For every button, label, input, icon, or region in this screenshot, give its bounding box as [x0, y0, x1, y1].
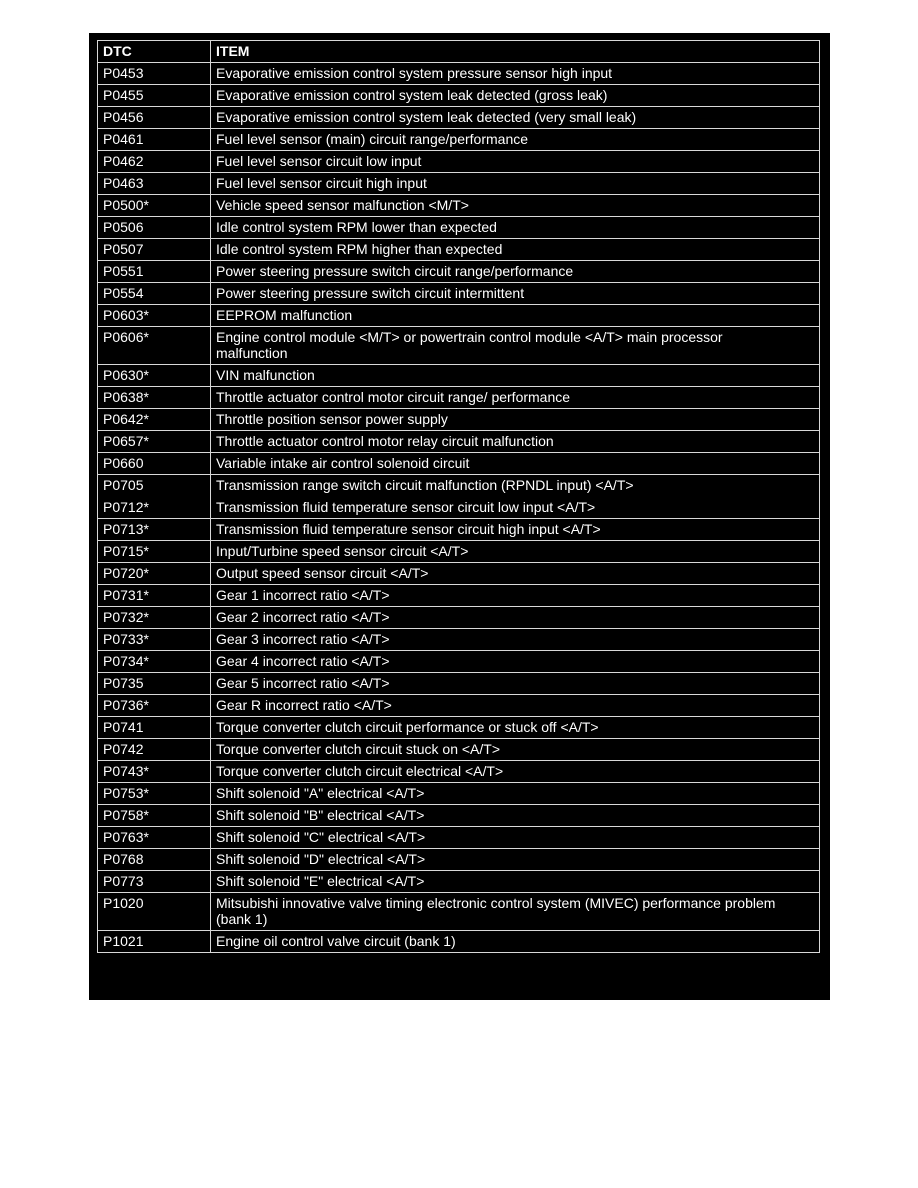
dtc-item-cell [211, 871, 820, 893]
dtc-item-cell [211, 261, 820, 283]
dtc-code: P0606* [103, 329, 149, 345]
table-row [98, 63, 820, 85]
dtc-code-cell [98, 129, 211, 151]
dtc-code-cell [98, 365, 211, 387]
dtc-code: P0507 [103, 241, 144, 257]
dtc-code: P0461 [103, 131, 144, 147]
dtc-item-cell [211, 673, 820, 695]
dtc-code-cell [98, 327, 211, 365]
table-row [98, 151, 820, 173]
dtc-code-cell [98, 629, 211, 651]
table-row [98, 673, 820, 695]
dtc-code: P0743* [103, 763, 149, 779]
dtc-code-cell [98, 827, 211, 849]
dtc-code: P0463 [103, 175, 144, 191]
table-row [98, 85, 820, 107]
dtc-item-cell [211, 805, 820, 827]
dtc-item-cell [211, 327, 820, 365]
dtc-description: Input/Turbine speed sensor circuit <A/T> [216, 543, 469, 559]
dtc-description: Throttle position sensor power supply [216, 411, 448, 427]
dtc-description: Idle control system RPM lower than expected [216, 219, 497, 235]
dtc-code-cell [98, 585, 211, 607]
dtc-description: Output speed sensor circuit <A/T> [216, 565, 429, 581]
dtc-code: P0705 [103, 477, 144, 493]
dtc-code-cell [98, 387, 211, 409]
dtc-description: Vehicle speed sensor malfunction <M/T> [216, 197, 469, 213]
dtc-item-cell [211, 387, 820, 409]
dtc-code-cell [98, 695, 211, 717]
table-row [98, 871, 820, 893]
dtc-description: Variable intake air control solenoid circuit [216, 455, 470, 471]
dtc-description: Gear 2 incorrect ratio <A/T> [216, 609, 390, 625]
header-dtc: DTC [98, 41, 211, 63]
dtc-code-cell [98, 717, 211, 739]
dtc-code: P0506 [103, 219, 144, 235]
dtc-code: P0638* [103, 389, 149, 405]
dtc-description: Shift solenoid "E" electrical <A/T> [216, 873, 425, 889]
dtc-item-cell [211, 195, 820, 217]
dtc-code-cell [98, 453, 211, 475]
dtc-item-cell [211, 173, 820, 195]
table-row [98, 129, 820, 151]
dtc-code-cell [98, 651, 211, 673]
dtc-description: Throttle actuator control motor relay circuit malfunction [216, 433, 554, 449]
dtc-item-cell [211, 651, 820, 673]
dtc-code: P0736* [103, 697, 149, 713]
dtc-code: P0554 [103, 285, 144, 301]
dtc-item-cell [211, 783, 820, 805]
table-row [98, 827, 820, 849]
dtc-code: P0642* [103, 411, 149, 427]
dtc-description: Transmission fluid temperature sensor circuit high input <A/T> [216, 521, 601, 537]
dtc-item-cell [211, 629, 820, 651]
dtc-item-cell [211, 431, 820, 453]
table-row [98, 173, 820, 195]
table-row [98, 717, 820, 739]
dtc-code-cell [98, 217, 211, 239]
dtc-item-cell [211, 63, 820, 85]
dtc-code-cell [98, 239, 211, 261]
dtc-item-cell [211, 85, 820, 107]
dtc-description: Torque converter clutch circuit electrical <A/T> [216, 763, 504, 779]
table-row [98, 651, 820, 673]
table-header-row [98, 41, 820, 63]
dtc-code-cell [98, 85, 211, 107]
dtc-description: Throttle actuator control motor circuit range/ performance [216, 389, 571, 405]
dtc-code-cell [98, 931, 211, 953]
table-row [98, 431, 820, 453]
table-row [98, 607, 820, 629]
dtc-description: Power steering pressure switch circuit intermittent [216, 285, 525, 301]
dtc-description: Mitsubishi innovative valve timing electronic control system (MIVEC) performance problem (bank 1) [216, 895, 776, 927]
dtc-item-cell [211, 827, 820, 849]
dtc-item-cell [211, 453, 820, 475]
dtc-code-cell [98, 475, 211, 519]
dtc-code-cell [98, 563, 211, 585]
dtc-item-cell [211, 541, 820, 563]
dtc-item-cell [211, 849, 820, 871]
dtc-description: Fuel level sensor (main) circuit range/performance [216, 131, 529, 147]
dtc-code: P1020 [103, 895, 144, 911]
dtc-code: P0763* [103, 829, 149, 845]
dtc-code: P0462 [103, 153, 144, 169]
dtc-description: Transmission range switch circuit malfunction (RPNDL input) <A/T> [216, 477, 634, 493]
dtc-description: Gear 4 incorrect ratio <A/T> [216, 653, 390, 669]
dtc-code: P0741 [103, 719, 144, 735]
dtc-item-cell [211, 739, 820, 761]
dtc-description: Gear 1 incorrect ratio <A/T> [216, 587, 390, 603]
dtc-item-cell [211, 151, 820, 173]
dtc-description: Engine oil control valve circuit (bank 1) [216, 933, 456, 949]
dtc-item-cell [211, 761, 820, 783]
dtc-description: Gear R incorrect ratio <A/T> [216, 697, 392, 713]
dtc-description: Transmission fluid temperature sensor circuit low input <A/T> [216, 499, 596, 515]
dtc-description: Evaporative emission control system leak detected (gross leak) [216, 87, 608, 103]
table-body [98, 63, 820, 953]
dtc-description: Shift solenoid "D" electrical <A/T> [216, 851, 426, 867]
dtc-item-cell [211, 239, 820, 261]
dtc-code: P0630* [103, 367, 149, 383]
dtc-code-cell [98, 871, 211, 893]
dtc-item-cell [211, 305, 820, 327]
dtc-code-cell [98, 173, 211, 195]
dtc-code-cell [98, 431, 211, 453]
dtc-code-cell [98, 195, 211, 217]
dtc-code-cell [98, 305, 211, 327]
dtc-description: Idle control system RPM higher than expected [216, 241, 503, 257]
dtc-item-cell [211, 409, 820, 431]
dtc-item-cell [211, 931, 820, 953]
table-row [98, 365, 820, 387]
dtc-code-cell [98, 151, 211, 173]
dtc-code: P0551 [103, 263, 144, 279]
dtc-description: EEPROM malfunction [216, 307, 353, 323]
dtc-code-cell [98, 261, 211, 283]
table-row [98, 195, 820, 217]
dtc-code: P0753* [103, 785, 149, 801]
header-item: ITEM [211, 41, 820, 63]
dtc-item-cell [211, 217, 820, 239]
dtc-item-cell [211, 365, 820, 387]
dtc-description: Fuel level sensor circuit low input [216, 153, 422, 169]
dtc-code: P0500* [103, 197, 149, 213]
dtc-code: P0731* [103, 587, 149, 603]
dtc-code-cell [98, 107, 211, 129]
dtc-code-cell [98, 607, 211, 629]
dtc-code: P0734* [103, 653, 149, 669]
dtc-code-cell [98, 893, 211, 931]
table-row [98, 761, 820, 783]
dtc-description: Evaporative emission control system pressure sensor high input [216, 65, 613, 81]
dtc-code: P0735 [103, 675, 144, 691]
dtc-item-cell [211, 893, 820, 931]
table-row [98, 849, 820, 871]
dtc-description: VIN malfunction [216, 367, 315, 383]
dtc-code-cell [98, 805, 211, 827]
table-row [98, 931, 820, 953]
dtc-code-cell [98, 761, 211, 783]
dtc-description: Shift solenoid "B" electrical <A/T> [216, 807, 425, 823]
dtc-table [97, 40, 820, 953]
document-page [89, 33, 830, 1000]
dtc-description: Evaporative emission control system leak detected (very small leak) [216, 109, 637, 125]
dtc-code: P0456 [103, 109, 144, 125]
dtc-code: P0742 [103, 741, 144, 757]
dtc-code: P0715* [103, 543, 149, 559]
dtc-code: P0720* [103, 565, 149, 581]
dtc-item-cell [211, 695, 820, 717]
dtc-item-cell [211, 519, 820, 541]
table-row [98, 893, 820, 931]
dtc-code-cell [98, 283, 211, 305]
table-row [98, 261, 820, 283]
dtc-code: P0660 [103, 455, 144, 471]
dtc-code-cell [98, 63, 211, 85]
dtc-code: P0657* [103, 433, 149, 449]
dtc-description: Engine control module <M/T> or powertrain control module <A/T> main processor malfunction [216, 329, 723, 361]
dtc-description: Shift solenoid "A" electrical <A/T> [216, 785, 425, 801]
dtc-item-cell [211, 107, 820, 129]
dtc-item-cell [211, 475, 820, 519]
dtc-item-cell [211, 585, 820, 607]
dtc-code-cell [98, 783, 211, 805]
dtc-code-cell [98, 409, 211, 431]
dtc-code: P0712* [103, 499, 149, 515]
dtc-description: Shift solenoid "C" electrical <A/T> [216, 829, 426, 845]
table-row [98, 563, 820, 585]
table-row [98, 409, 820, 431]
dtc-code: P0453 [103, 65, 144, 81]
table-row [98, 107, 820, 129]
dtc-code-cell [98, 673, 211, 695]
dtc-description: Gear 5 incorrect ratio <A/T> [216, 675, 390, 691]
dtc-code: P0768 [103, 851, 144, 867]
table-row [98, 387, 820, 409]
dtc-item-cell [211, 129, 820, 151]
table-row [98, 239, 820, 261]
table-row [98, 695, 820, 717]
dtc-item-cell [211, 563, 820, 585]
table-row [98, 475, 820, 519]
dtc-code: P0455 [103, 87, 144, 103]
dtc-item-cell [211, 607, 820, 629]
dtc-item-cell [211, 283, 820, 305]
dtc-code: P0603* [103, 307, 149, 323]
dtc-description: Power steering pressure switch circuit range/performance [216, 263, 574, 279]
dtc-code: P0733* [103, 631, 149, 647]
dtc-description: Torque converter clutch circuit stuck on <A/T> [216, 741, 501, 757]
dtc-code: P0713* [103, 521, 149, 537]
dtc-code: P0773 [103, 873, 144, 889]
table-row [98, 453, 820, 475]
dtc-code-cell [98, 739, 211, 761]
table-row [98, 541, 820, 563]
dtc-description: Fuel level sensor circuit high input [216, 175, 427, 191]
table-row [98, 327, 820, 365]
dtc-description: Gear 3 incorrect ratio <A/T> [216, 631, 390, 647]
dtc-code: P0732* [103, 609, 149, 625]
table-row [98, 585, 820, 607]
dtc-code: P1021 [103, 933, 144, 949]
dtc-code-cell [98, 541, 211, 563]
dtc-code-cell [98, 849, 211, 871]
table-row [98, 739, 820, 761]
table-row [98, 805, 820, 827]
table-row [98, 783, 820, 805]
dtc-description: Torque converter clutch circuit performance or stuck off <A/T> [216, 719, 599, 735]
table-row [98, 629, 820, 651]
dtc-item-cell [211, 717, 820, 739]
dtc-code-cell [98, 519, 211, 541]
table-row [98, 217, 820, 239]
table-row [98, 519, 820, 541]
table-row [98, 305, 820, 327]
dtc-code: P0758* [103, 807, 149, 823]
table-row [98, 283, 820, 305]
